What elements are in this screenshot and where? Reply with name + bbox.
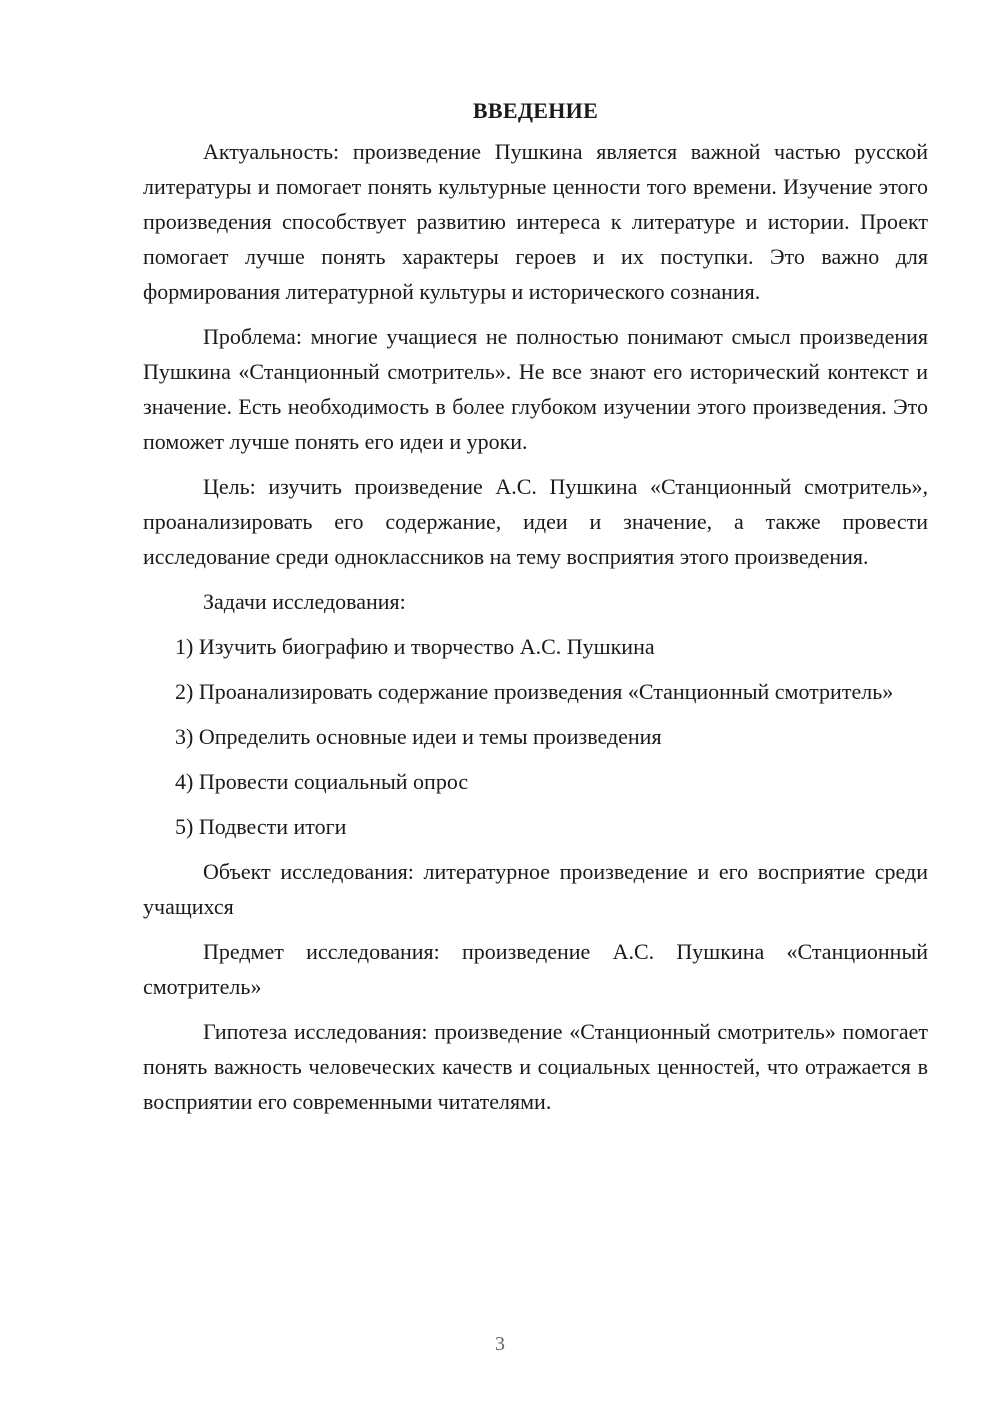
section-heading: ВВЕДЕНИЕ [472, 98, 599, 123]
task-item-3: 3) Определить основные идеи и темы произведения [175, 724, 662, 749]
task-item-2: 2) Проанализировать содержание произведения «Станционный смотритель» [175, 679, 894, 704]
task-item-5: 5) Подвести итоги [175, 814, 347, 839]
task-item-1: 1) Изучить биографию и творчество А.С. Пушкина [175, 634, 655, 659]
page-content [143, 93, 928, 1129]
subject-paragraph: Предмет исследования: произведение А.С. Пушкина «Станционный смотритель» [143, 939, 928, 999]
tasks-title: Задачи исследования: [203, 589, 406, 614]
relevance-paragraph: Актуальность: произведение Пушкина является важной частью русской литературы и помогает понять культурные ценности того времени. Изучение этого произведения способствует развитию интереса к литературе и истории. Проект помогает лучше понять характеры героев и их поступки. Это важно для формирования литературной культуры и исторического сознания. [143, 139, 928, 304]
goal-paragraph: Цель: изучить произведение А.С. Пушкина «Станционный смотритель», проанализировать его содержание, идеи и значение, а также провести исследование среди одноклассников на тему восприятия этого произведения. [143, 474, 928, 569]
task-item-4: 4) Провести социальный опрос [175, 769, 469, 794]
page-number: 3 [495, 1333, 505, 1355]
hypothesis-paragraph: Гипотеза исследования: произведение «Станционный смотритель» помогает понять важность человеческих качеств и социальных ценностей, что отражается в восприятии его современными читателями. [143, 1019, 928, 1114]
problem-paragraph: Проблема: многие учащиеся не полностью понимают смысл произведения Пушкина «Станционный смотритель». Не все знают его исторический контекст и значение. Есть необходимость в более глубоком изучении этого произведения. Это поможет лучше понять его идеи и уроки. [143, 324, 928, 454]
object-paragraph: Объект исследования: литературное произведение и его восприятие среди учащихся [143, 859, 928, 919]
